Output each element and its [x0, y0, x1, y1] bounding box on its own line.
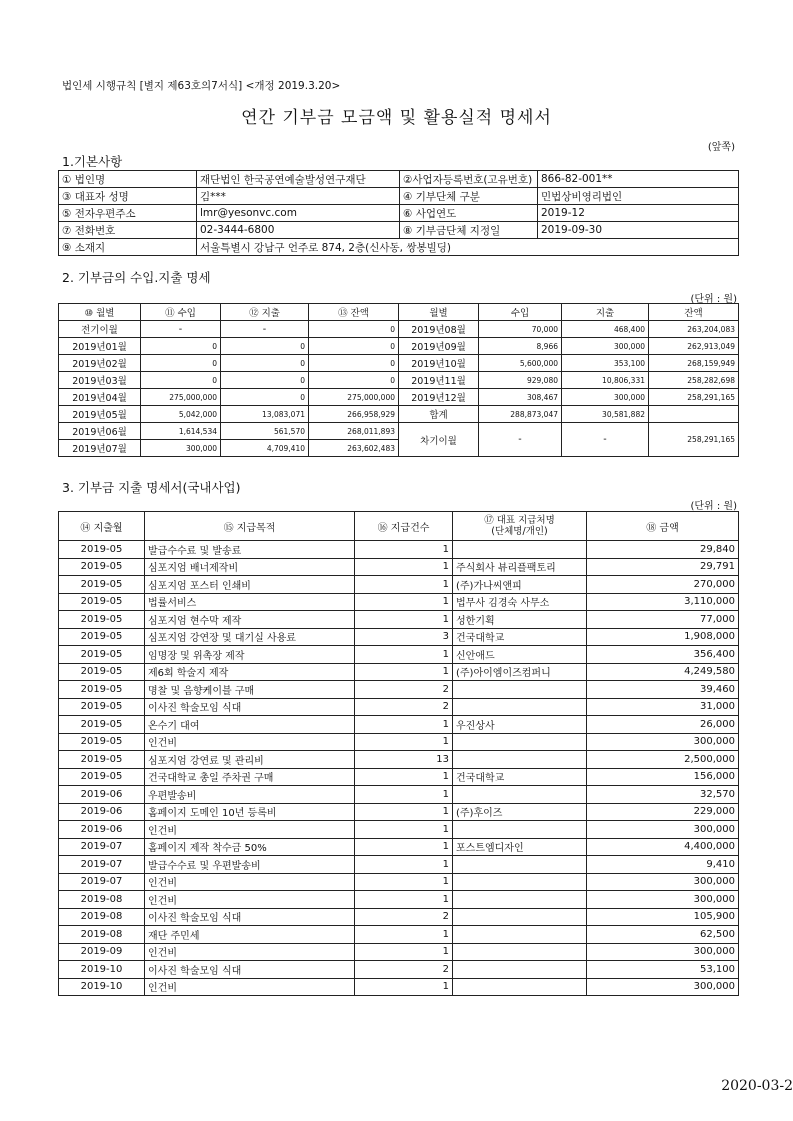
- count-cell: 1: [355, 716, 453, 734]
- table-row: [59, 321, 739, 338]
- info-value: lmr@yesonvc.com: [197, 205, 400, 222]
- purpose-cell: 인건비: [145, 733, 355, 751]
- month-cell: 2019-05: [59, 628, 145, 646]
- amount-cell: 1,614,534: [141, 423, 221, 440]
- info-label: ① 법인명: [59, 171, 197, 188]
- count-cell: 13: [355, 751, 453, 769]
- amount-cell: 468,400: [562, 321, 649, 338]
- count-cell: 1: [355, 663, 453, 681]
- month-cell: 2019년06월: [59, 423, 141, 440]
- purpose-cell: 인건비: [145, 943, 355, 961]
- payee-cell: 신안애드: [453, 646, 587, 664]
- amount-cell: 929,080: [479, 372, 562, 389]
- payee-cell: [453, 978, 587, 996]
- payee-cell: [453, 961, 587, 979]
- front-side-label: (앞쪽): [707, 142, 735, 153]
- amount-cell: [649, 406, 739, 423]
- column-header: ⑬ 잔액: [309, 304, 399, 321]
- amount-cell: 300,000: [587, 978, 739, 996]
- column-header: 잔액: [649, 304, 739, 321]
- header-row: [59, 304, 739, 321]
- month-cell: 2019-05: [59, 768, 145, 786]
- carry-balance: 258,291,165: [649, 423, 739, 457]
- table-row: [59, 558, 739, 576]
- month-cell: 2019년01월: [59, 338, 141, 355]
- table-row: [59, 593, 739, 611]
- purpose-cell: 인건비: [145, 873, 355, 891]
- info-value: 866-82-001**: [538, 171, 739, 188]
- table-row: [59, 768, 739, 786]
- purpose-cell: 심포지엄 포스터 인쇄비: [145, 576, 355, 594]
- payee-cell: 성한기획: [453, 611, 587, 629]
- count-cell: 1: [355, 593, 453, 611]
- payee-cell: 건국대학교: [453, 768, 587, 786]
- month-cell: 2019-05: [59, 733, 145, 751]
- amount-cell: 353,100: [562, 355, 649, 372]
- amount-cell: 0: [141, 338, 221, 355]
- amount-cell: 268,159,949: [649, 355, 739, 372]
- income-expense-table: [58, 303, 739, 457]
- table-row: [59, 663, 739, 681]
- month-cell: 2019-08: [59, 908, 145, 926]
- month-cell: 2019-05: [59, 698, 145, 716]
- info-row: [59, 171, 739, 188]
- count-cell: 1: [355, 768, 453, 786]
- amount-cell: 263,602,483: [309, 440, 399, 457]
- column-header: ⑩ 월별: [59, 304, 141, 321]
- amount-cell: 288,873,047: [479, 406, 562, 423]
- table-row: [59, 389, 739, 406]
- purpose-cell: 이사진 학술모임 식대: [145, 908, 355, 926]
- info-value: 02-3444-6800: [197, 222, 400, 239]
- month-cell: 2019년09월: [399, 338, 479, 355]
- purpose-cell: 심포지엄 강연료 및 관리비: [145, 751, 355, 769]
- payee-header-line: ⑰ 대표 지급처명: [484, 515, 555, 526]
- amount-cell: 32,570: [587, 786, 739, 804]
- month-cell: 2019-05: [59, 663, 145, 681]
- payee-cell: [453, 786, 587, 804]
- count-cell: 1: [355, 891, 453, 909]
- section3-title: 3. 기부금 지출 명세서(국내사업): [62, 480, 241, 495]
- count-cell: 1: [355, 541, 453, 559]
- payee-header-line: (단체명/개인): [491, 526, 548, 537]
- info-label: ⑥ 사업연도: [400, 205, 538, 222]
- amount-cell: 229,000: [587, 803, 739, 821]
- table-row: [59, 646, 739, 664]
- section2-title: 2. 기부금의 수입.지출 명세: [62, 270, 211, 285]
- amount-cell: 0: [221, 355, 309, 372]
- amount-cell: 300,000: [587, 891, 739, 909]
- amount-cell: 105,900: [587, 908, 739, 926]
- table-row: [59, 803, 739, 821]
- payee-cell: (주)아이엠이즈컴퍼니: [453, 663, 587, 681]
- page-title: 연간 기부금 모금액 및 활용실적 명세서: [241, 108, 552, 128]
- payee-cell: [453, 873, 587, 891]
- column-header: 지출: [562, 304, 649, 321]
- amount-cell: 156,000: [587, 768, 739, 786]
- table-row: [59, 372, 739, 389]
- month-cell: 2019년11월: [399, 372, 479, 389]
- amount-cell: 0: [221, 372, 309, 389]
- amount-cell: 13,083,071: [221, 406, 309, 423]
- info-value: 2019-12: [538, 205, 739, 222]
- count-cell: 1: [355, 821, 453, 839]
- info-value: 김***: [197, 188, 400, 205]
- table-row: [59, 406, 739, 423]
- purpose-cell: 인건비: [145, 891, 355, 909]
- month-cell: 2019년05월: [59, 406, 141, 423]
- purpose-cell: 명찰 및 음향케이블 구매: [145, 681, 355, 699]
- amount-cell: 308,467: [479, 389, 562, 406]
- amount-cell: 70,000: [479, 321, 562, 338]
- purpose-cell: 임명장 및 위촉장 제작: [145, 646, 355, 664]
- count-cell: 2: [355, 698, 453, 716]
- payee-cell: [453, 681, 587, 699]
- month-cell: 2019년12월: [399, 389, 479, 406]
- amount-cell: 275,000,000: [309, 389, 399, 406]
- month-cell: 2019-05: [59, 541, 145, 559]
- amount-cell: 0: [221, 338, 309, 355]
- table-row: [59, 856, 739, 874]
- amount-cell: 300,000: [587, 733, 739, 751]
- info-value: 민법상비영리법인: [538, 188, 739, 205]
- count-cell: 1: [355, 978, 453, 996]
- amount-cell: 300,000: [587, 943, 739, 961]
- amount-cell: 258,282,698: [649, 372, 739, 389]
- payee-cell: 주식회사 뷰리플팩토리: [453, 558, 587, 576]
- amount-cell: 30,581,882: [562, 406, 649, 423]
- amount-cell: 561,570: [221, 423, 309, 440]
- amount-cell: 258,291,165: [649, 389, 739, 406]
- info-label: ③ 대표자 성명: [59, 188, 197, 205]
- payee-cell: (주)가나씨앤피: [453, 576, 587, 594]
- month-cell: 2019-10: [59, 961, 145, 979]
- carry-income: -: [479, 423, 562, 457]
- purpose-cell: 발급수수료 및 우편발송비: [145, 856, 355, 874]
- count-cell: 1: [355, 873, 453, 891]
- table-row: [59, 698, 739, 716]
- info-row: [59, 188, 739, 205]
- column-header: ⑭ 지출월: [59, 512, 145, 541]
- payee-cell: [453, 908, 587, 926]
- month-cell: 2019-05: [59, 646, 145, 664]
- law-reference: 법인세 시행규칙 [별지 제63호의7서식] <개정 2019.3.20>: [62, 80, 341, 92]
- count-cell: 1: [355, 646, 453, 664]
- purpose-cell: 심포지엄 배너제작비: [145, 558, 355, 576]
- month-cell: 2019년02월: [59, 355, 141, 372]
- column-header: ⑱ 금액: [587, 512, 739, 541]
- table-row: [59, 355, 739, 372]
- count-cell: 1: [355, 786, 453, 804]
- payee-cell: (주)후이즈: [453, 803, 587, 821]
- month-cell: 2019-05: [59, 611, 145, 629]
- amount-cell: 0: [221, 389, 309, 406]
- info-label: ②사업자등록번호(고유번호): [400, 171, 538, 188]
- info-value: 재단법인 한국공연예술발성연구재단: [197, 171, 400, 188]
- amount-cell: 3,110,000: [587, 593, 739, 611]
- column-header: ⑯ 지급건수: [355, 512, 453, 541]
- purpose-cell: 심포지엄 현수막 제작: [145, 611, 355, 629]
- month-cell: 2019-05: [59, 716, 145, 734]
- table-row: [59, 838, 739, 856]
- table-row: [59, 733, 739, 751]
- payee-cell: [453, 698, 587, 716]
- count-cell: 1: [355, 733, 453, 751]
- amount-cell: -: [221, 321, 309, 338]
- purpose-cell: 심포지엄 강연장 및 대기실 사용료: [145, 628, 355, 646]
- info-label: ⑦ 전화번호: [59, 222, 197, 239]
- info-label: ⑧ 기부금단체 지정일: [400, 222, 538, 239]
- payee-cell: [453, 926, 587, 944]
- amount-cell: -: [141, 321, 221, 338]
- count-cell: 2: [355, 681, 453, 699]
- purpose-cell: 홈페이지 도메인 10년 등록비: [145, 803, 355, 821]
- table-row: [59, 978, 739, 996]
- amount-cell: 0: [141, 355, 221, 372]
- info-row: [59, 222, 739, 239]
- month-cell: 전기이월: [59, 321, 141, 338]
- basic-info-table: [58, 170, 739, 256]
- month-cell: 2019-05: [59, 576, 145, 594]
- count-cell: 2: [355, 961, 453, 979]
- month-cell: 2019-05: [59, 751, 145, 769]
- amount-cell: 26,000: [587, 716, 739, 734]
- month-cell: 2019년03월: [59, 372, 141, 389]
- amount-cell: 268,011,893: [309, 423, 399, 440]
- payee-cell: [453, 856, 587, 874]
- count-cell: 1: [355, 558, 453, 576]
- month-cell: 2019년10월: [399, 355, 479, 372]
- amount-cell: 5,600,000: [479, 355, 562, 372]
- amount-cell: 10,806,331: [562, 372, 649, 389]
- payee-cell: [453, 943, 587, 961]
- amount-cell: 0: [309, 338, 399, 355]
- count-cell: 1: [355, 856, 453, 874]
- count-cell: 1: [355, 926, 453, 944]
- amount-cell: 4,249,580: [587, 663, 739, 681]
- amount-cell: 0: [309, 355, 399, 372]
- table-row: [59, 821, 739, 839]
- table-row: [59, 873, 739, 891]
- amount-cell: 2,500,000: [587, 751, 739, 769]
- table-row: [59, 541, 739, 559]
- amount-cell: 9,410: [587, 856, 739, 874]
- column-header: ⑮ 지급목적: [145, 512, 355, 541]
- month-cell: 2019-08: [59, 891, 145, 909]
- table-row: [59, 961, 739, 979]
- column-header: ⑫ 지출: [221, 304, 309, 321]
- section3-unit: (단위 : 원): [690, 501, 737, 512]
- carry-label: 차기이월: [399, 423, 479, 457]
- address-row: [59, 239, 739, 256]
- month-cell: 2019-09: [59, 943, 145, 961]
- amount-cell: 0: [309, 321, 399, 338]
- month-cell: 2019-08: [59, 926, 145, 944]
- address-label: ⑨ 소재지: [59, 239, 197, 256]
- purpose-cell: 인건비: [145, 978, 355, 996]
- amount-cell: 266,958,929: [309, 406, 399, 423]
- table-row: [59, 576, 739, 594]
- month-cell: 2019-05: [59, 558, 145, 576]
- payee-cell: [453, 821, 587, 839]
- amount-cell: 77,000: [587, 611, 739, 629]
- amount-cell: 29,840: [587, 541, 739, 559]
- table-row: [59, 611, 739, 629]
- payee-cell: 건국대학교: [453, 628, 587, 646]
- purpose-cell: 이사진 학술모임 식대: [145, 698, 355, 716]
- amount-cell: 62,500: [587, 926, 739, 944]
- count-cell: 1: [355, 803, 453, 821]
- amount-cell: 300,000: [141, 440, 221, 457]
- amount-cell: 4,400,000: [587, 838, 739, 856]
- count-cell: 1: [355, 838, 453, 856]
- payee-cell: [453, 541, 587, 559]
- table-row: [59, 786, 739, 804]
- info-row: [59, 205, 739, 222]
- amount-cell: 5,042,000: [141, 406, 221, 423]
- purpose-cell: 온수기 대여: [145, 716, 355, 734]
- count-cell: 2: [355, 908, 453, 926]
- count-cell: 3: [355, 628, 453, 646]
- month-cell: 2019-07: [59, 838, 145, 856]
- month-cell: 2019-06: [59, 803, 145, 821]
- amount-cell: 0: [141, 372, 221, 389]
- table-row: [59, 751, 739, 769]
- month-cell: 2019년08월: [399, 321, 479, 338]
- table-row: [59, 716, 739, 734]
- payee-cell: [453, 891, 587, 909]
- purpose-cell: 법률서비스: [145, 593, 355, 611]
- table-row: [59, 908, 739, 926]
- payee-cell: 법무사 김경숙 사무소: [453, 593, 587, 611]
- column-header: [453, 512, 587, 541]
- payee-cell: 포스트엠디자인: [453, 838, 587, 856]
- expense-detail-table: [58, 511, 739, 996]
- month-cell: 2019년07월: [59, 440, 141, 457]
- payee-cell: 우진상사: [453, 716, 587, 734]
- amount-cell: 4,709,410: [221, 440, 309, 457]
- amount-cell: 29,791: [587, 558, 739, 576]
- amount-cell: 356,400: [587, 646, 739, 664]
- amount-cell: 270,000: [587, 576, 739, 594]
- info-value: 2019-09-30: [538, 222, 739, 239]
- table-row: [59, 681, 739, 699]
- purpose-cell: 홈페이지 제작 착수금 50%: [145, 838, 355, 856]
- amount-cell: 300,000: [562, 389, 649, 406]
- month-cell: 2019-06: [59, 786, 145, 804]
- column-header: 월별: [399, 304, 479, 321]
- amount-cell: 31,000: [587, 698, 739, 716]
- column-header: ⑪ 수입: [141, 304, 221, 321]
- table-row: [59, 926, 739, 944]
- count-cell: 1: [355, 611, 453, 629]
- month-cell: 2019-07: [59, 856, 145, 874]
- month-cell: 2019-10: [59, 978, 145, 996]
- table-row: [59, 423, 739, 440]
- table-row: [59, 628, 739, 646]
- purpose-cell: 이사진 학술모임 식대: [145, 961, 355, 979]
- amount-cell: 1,908,000: [587, 628, 739, 646]
- footer-date: 2020-03-2: [721, 1078, 793, 1094]
- month-cell: 2019-07: [59, 873, 145, 891]
- header-row: [59, 512, 739, 541]
- month-cell: 2019-06: [59, 821, 145, 839]
- month-cell: 2019년04월: [59, 389, 141, 406]
- amount-cell: 0: [309, 372, 399, 389]
- amount-cell: 300,000: [587, 873, 739, 891]
- section2-unit: (단위 : 원): [690, 294, 737, 305]
- amount-cell: 39,460: [587, 681, 739, 699]
- amount-cell: 8,966: [479, 338, 562, 355]
- amount-cell: 262,913,049: [649, 338, 739, 355]
- month-cell: 2019-05: [59, 593, 145, 611]
- purpose-cell: 건국대학교 총일 주차권 구매: [145, 768, 355, 786]
- amount-cell: 300,000: [562, 338, 649, 355]
- carry-expense: -: [562, 423, 649, 457]
- table-row: [59, 338, 739, 355]
- purpose-cell: 재단 주민세: [145, 926, 355, 944]
- column-header: 수입: [479, 304, 562, 321]
- month-cell: 2019-05: [59, 681, 145, 699]
- purpose-cell: 우편발송비: [145, 786, 355, 804]
- amount-cell: 300,000: [587, 821, 739, 839]
- purpose-cell: 발급수수료 및 발송료: [145, 541, 355, 559]
- payee-cell: [453, 733, 587, 751]
- info-label: ④ 기부단체 구분: [400, 188, 538, 205]
- section1-title: 1.기본사항: [62, 154, 123, 169]
- table-row: [59, 943, 739, 961]
- count-cell: 1: [355, 943, 453, 961]
- month-cell: 합계: [399, 406, 479, 423]
- purpose-cell: 제6회 학술지 제작: [145, 663, 355, 681]
- info-label: ⑤ 전자우편주소: [59, 205, 197, 222]
- count-cell: 1: [355, 576, 453, 594]
- amount-cell: 275,000,000: [141, 389, 221, 406]
- address-value: 서울특별시 강남구 언주로 874, 2층(신사동, 쌍봉빌딩): [197, 239, 739, 256]
- purpose-cell: 인건비: [145, 821, 355, 839]
- amount-cell: 53,100: [587, 961, 739, 979]
- table-row: [59, 891, 739, 909]
- amount-cell: 263,204,083: [649, 321, 739, 338]
- payee-cell: [453, 751, 587, 769]
